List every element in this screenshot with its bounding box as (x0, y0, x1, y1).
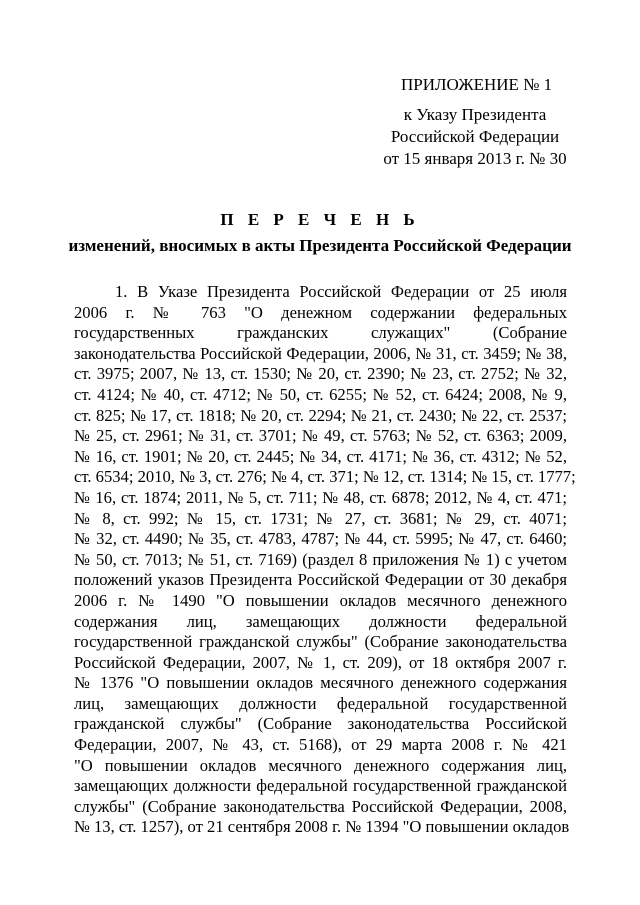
body-paragraph (74, 282, 576, 838)
body-line: № 50, ст. 7013; № 51, ст. 7169) (раздел 8 приложения № 1) с учетом (74, 549, 567, 569)
body-line: № 16, ст. 1901; № 20, ст. 2445; № 34, ст. 4171; № 36, ст. 4312; № 52, (74, 446, 567, 466)
appendix-title: ПРИЛОЖЕНИЕ № 1 (401, 75, 553, 94)
document-title: П Е Р Е Ч Е Н Ь (220, 210, 420, 229)
body-line: "О повышении окладов месячного денежного содержания лиц, (74, 755, 567, 775)
body-line: ст. 6534; 2010, № 3, ст. 276; № 4, ст. 371; № 12, ст. 1314; № 15, ст. 1777; (74, 467, 576, 487)
body-line: гражданской службы" (Собрание законодательства Российской (74, 714, 567, 734)
body-line: № 25, ст. 2961; № 31, ст. 3701; № 49, ст. 5763; № 52, ст. 6363; 2009, (74, 426, 567, 446)
body-line: положений указов Президента Российской Федерации от 30 декабря (74, 570, 567, 590)
body-line: № 8, ст. 992; № 15, ст. 1731; № 27, ст. 3681; № 29, ст. 4071; (74, 508, 567, 528)
body-line: ст. 825; № 17, ст. 1818; № 20, ст. 2294; № 21, ст. 2430; № 22, ст. 2537; (74, 405, 567, 425)
appendix-line-2: Российской Федерации (390, 127, 560, 146)
body-line: № 13, ст. 1257), от 21 сентября 2008 г. № 1394 "О повышении окладов (74, 817, 570, 837)
body-line: государственных гражданских служащих" (Собрание (74, 323, 567, 343)
body-line: замещающих должности федеральной государственной гражданской (74, 776, 567, 796)
appendix-line-3: от 15 января 2013 г. № 30 (383, 149, 567, 168)
body-line: № 1376 "О повышении окладов месячного денежного содержания (74, 673, 567, 693)
body-line: Российской Федерации, 2007, № 1, ст. 209), от 18 октября 2007 г. (74, 652, 567, 672)
body-line: № 32, ст. 4490; № 35, ст. 4783, 4787; № 44, ст. 5995; № 47, ст. 6460; (74, 529, 567, 549)
body-line: государственной гражданской службы" (Собрание законодательства (74, 632, 567, 652)
body-line: ст. 4124; № 40, ст. 4712; № 50, ст. 6255; № 52, ст. 6424; 2008, № 9, (74, 384, 567, 404)
body-line: Федерации, 2007, № 43, ст. 5168), от 29 марта 2008 г. № 421 (74, 735, 567, 755)
appendix-line-1: к Указу Президента (403, 105, 547, 124)
appendix-spacer (370, 96, 580, 104)
body-line: № 16, ст. 1874; 2011, № 5, ст. 711; № 48, ст. 6878; 2012, № 4, ст. 471; (74, 487, 567, 507)
body-line: 2006 г. № 763 "О денежном содержании федеральных (74, 302, 567, 322)
document-subtitle: изменений, вносимых в акты Президента Российской Федерации (68, 236, 572, 255)
body-line: законодательства Российской Федерации, 2006, № 31, ст. 3459; № 38, (74, 343, 567, 363)
appendix-block (370, 74, 580, 170)
body-line: 1. В Указе Президента Российской Федерации от 25 июля (115, 282, 567, 301)
body-line: службы" (Собрание законодательства Российской Федерации, 2008, (74, 796, 567, 816)
body-line: лиц, замещающих должности федеральной государственной (74, 693, 567, 713)
body-line: 2006 г. № 1490 "О повышении окладов месячного денежного (74, 590, 567, 610)
body-line: содержания лиц, замещающих должности федеральной (74, 611, 567, 631)
body-line: ст. 3975; 2007, № 13, ст. 1530; № 20, ст. 2390; № 23, ст. 2752; № 32, (74, 364, 567, 384)
